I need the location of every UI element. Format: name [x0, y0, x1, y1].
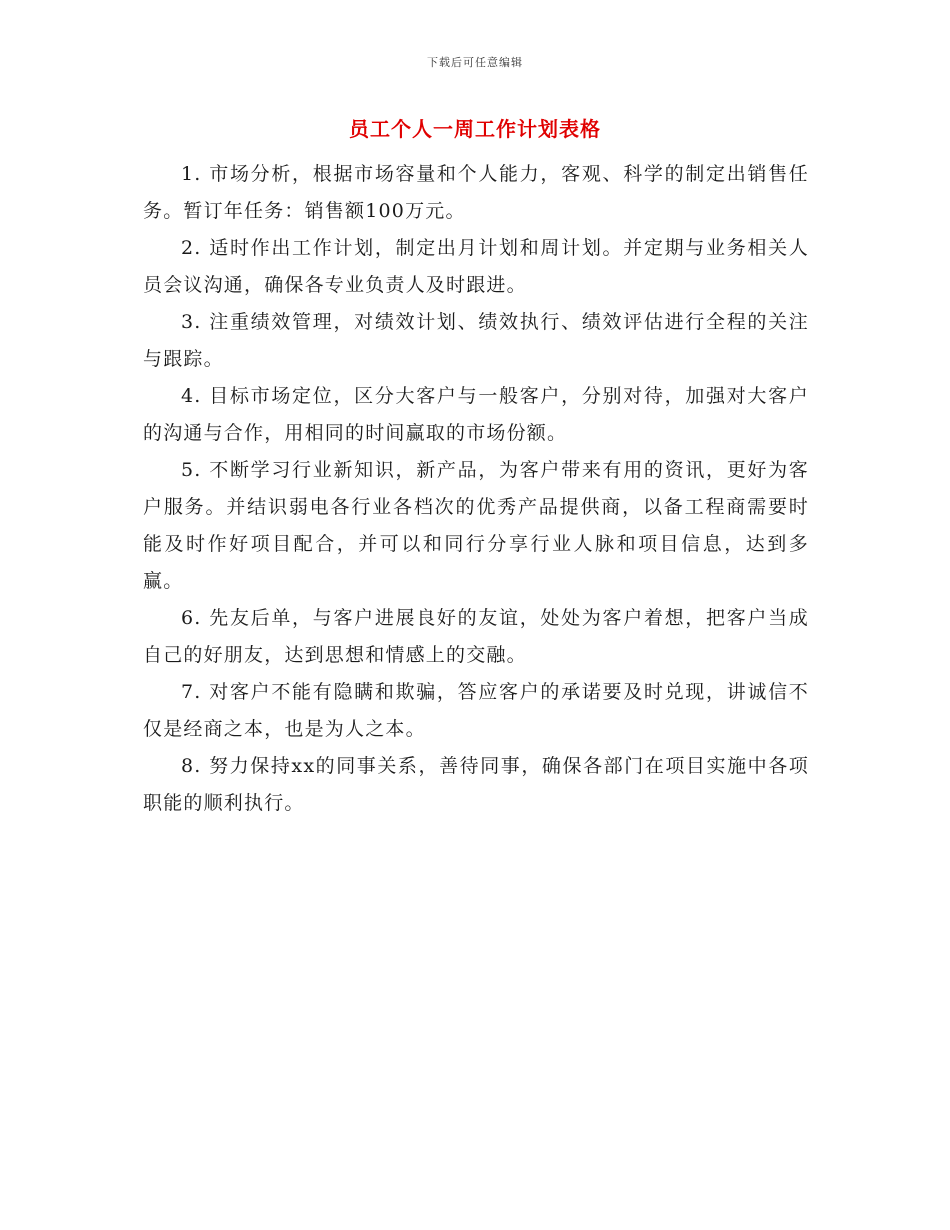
- paragraph-1: 1. 市场分析，根据市场容量和个人能力，客观、科学的制定出销售任务。暂订年任务：销售额100万元。: [143, 163, 809, 222]
- paragraph-8: 8. 努力保持xx的同事关系，善待同事，确保各部门在项目实施中各项职能的顺利执行。: [143, 755, 809, 814]
- paragraph-2: 2. 适时作出工作计划，制定出月计划和周计划。并定期与业务相关人员会议沟通，确保各专业负责人及时跟进。: [143, 237, 809, 296]
- paragraph-3: 3. 注重绩效管理，对绩效计划、绩效执行、绩效评估进行全程的关注与跟踪。: [143, 311, 809, 370]
- paragraph-5: 5. 不断学习行业新知识，新产品，为客户带来有用的资讯，更好为客户服务。并结识弱电各行业各档次的优秀产品提供商，以备工程商需要时能及时作好项目配合，并可以和同行分享行业人脉和项目信息，达到多赢。: [143, 459, 809, 592]
- paragraph-4: 4. 目标市场定位，区分大客户与一般客户，分别对待，加强对大客户的沟通与合作，用相同的时间赢取的市场份额。: [143, 385, 809, 444]
- paragraph-6: 6. 先友后单，与客户进展良好的友谊，处处为客户着想，把客户当成自己的好朋友，达到思想和情感上的交融。: [143, 607, 809, 666]
- page-header-note: 下载后可任意编辑: [427, 56, 523, 69]
- document-body: [143, 156, 809, 822]
- document-title: 员工个人一周工作计划表格: [349, 117, 601, 141]
- paragraph-7: 7. 对客户不能有隐瞒和欺骗，答应客户的承诺要及时兑现，讲诚信不仅是经商之本，也是为人之本。: [143, 681, 809, 740]
